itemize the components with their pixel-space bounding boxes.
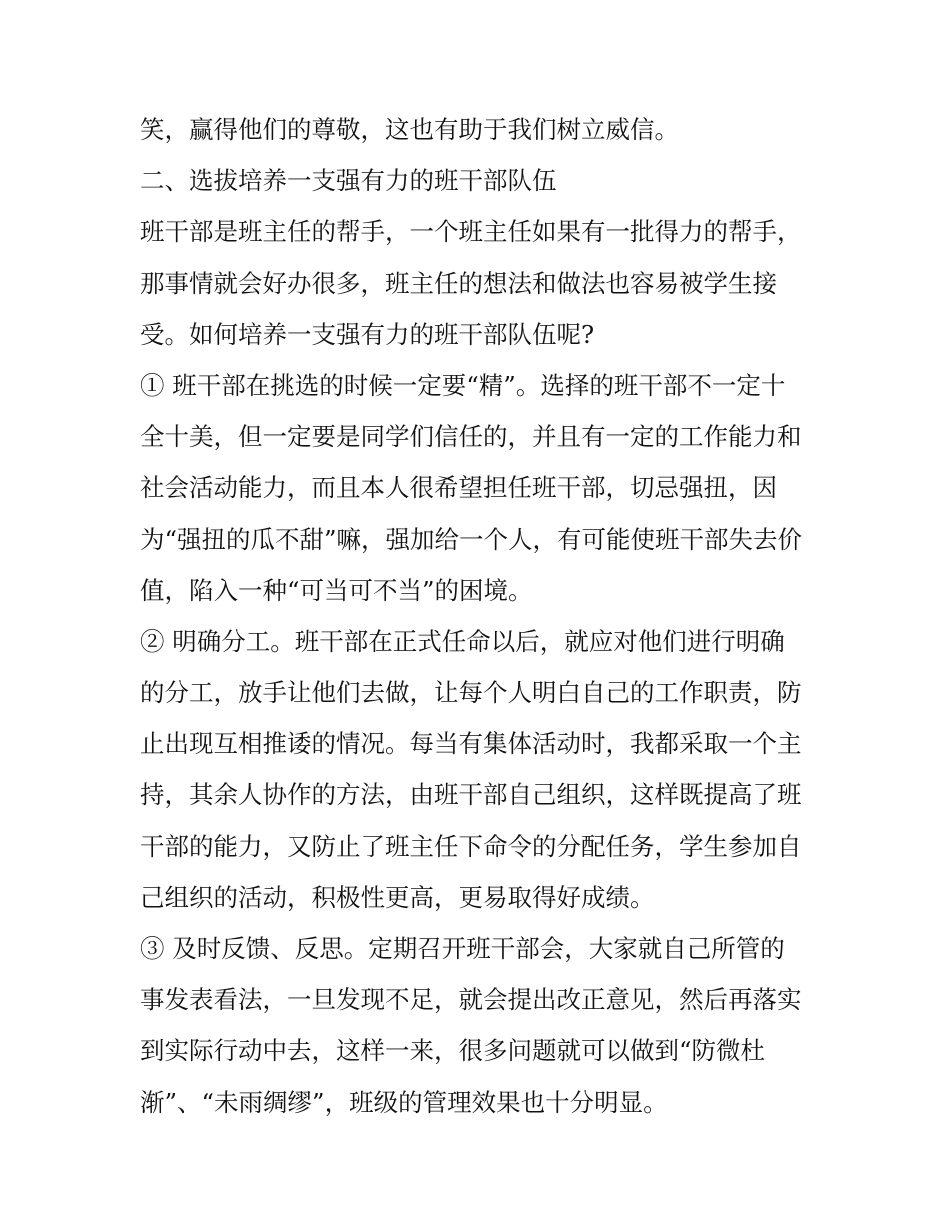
list-item-3: ③ 及时反馈、反思。定期召开班干部会，大家就自己所管的	[140, 934, 785, 963]
text-line: 渐”、“未雨绸缪”，班级的管理效果也十分明显。	[140, 1087, 668, 1117]
text-line: 全十美，但一定要是同学们信任的，并且有一定的工作能力和	[140, 422, 802, 452]
text-line: 为“强扭的瓜不甜”嘛，强加给一个人，有可能使班干部失去价	[140, 524, 803, 554]
text-line: 班干部是班主任的帮手，一个班主任如果有一批得力的帮手，	[140, 217, 802, 247]
text-line: 的分工，放手让他们去做，让每个人明白自己的工作职责，防	[140, 678, 802, 708]
text-line: 持，其余人协作的方法，由班干部自己组织，这样既提高了班	[140, 780, 802, 810]
list-item-2: ② 明确分工。班干部在正式任命以后，就应对他们进行明确	[140, 626, 785, 656]
list-item-1: ① 班干部在挑选的时候一定要“精”。选择的班干部不一定十	[140, 370, 786, 400]
text-line: 受。如何培养一支强有力的班干部队伍呢?	[140, 319, 595, 349]
text-line: 己组织的活动，积极性更高，更易取得好成绩。	[140, 882, 655, 912]
text-line: 值，陷入一种“可当可不当”的困境。	[140, 575, 533, 605]
text-line: 社会活动能力，而且本人很希望担任班干部，切忌强扭，因	[140, 473, 777, 503]
text-line: 到实际行动中去，这样一来，很多问题就可以做到“防微杜	[140, 1036, 766, 1066]
text-line: 事发表看法，一旦发现不足，就会提出改正意见，然后再落实	[140, 985, 802, 1015]
document-body	[140, 104, 820, 1128]
text-line: 止出现互相推诿的情况。每当有集体活动时，我都采取一个主	[140, 729, 802, 759]
text-line: 干部的能力，又防止了班主任下命令的分配任务，学生参加自	[140, 831, 802, 861]
text-line: 那事情就会好办很多，班主任的想法和做法也容易被学生接	[140, 268, 777, 298]
section-heading: 二、选拔培养一支强有力的班干部队伍	[140, 166, 557, 196]
text-line: 笑，赢得他们的尊敬，这也有助于我们树立威信。	[140, 115, 679, 144]
